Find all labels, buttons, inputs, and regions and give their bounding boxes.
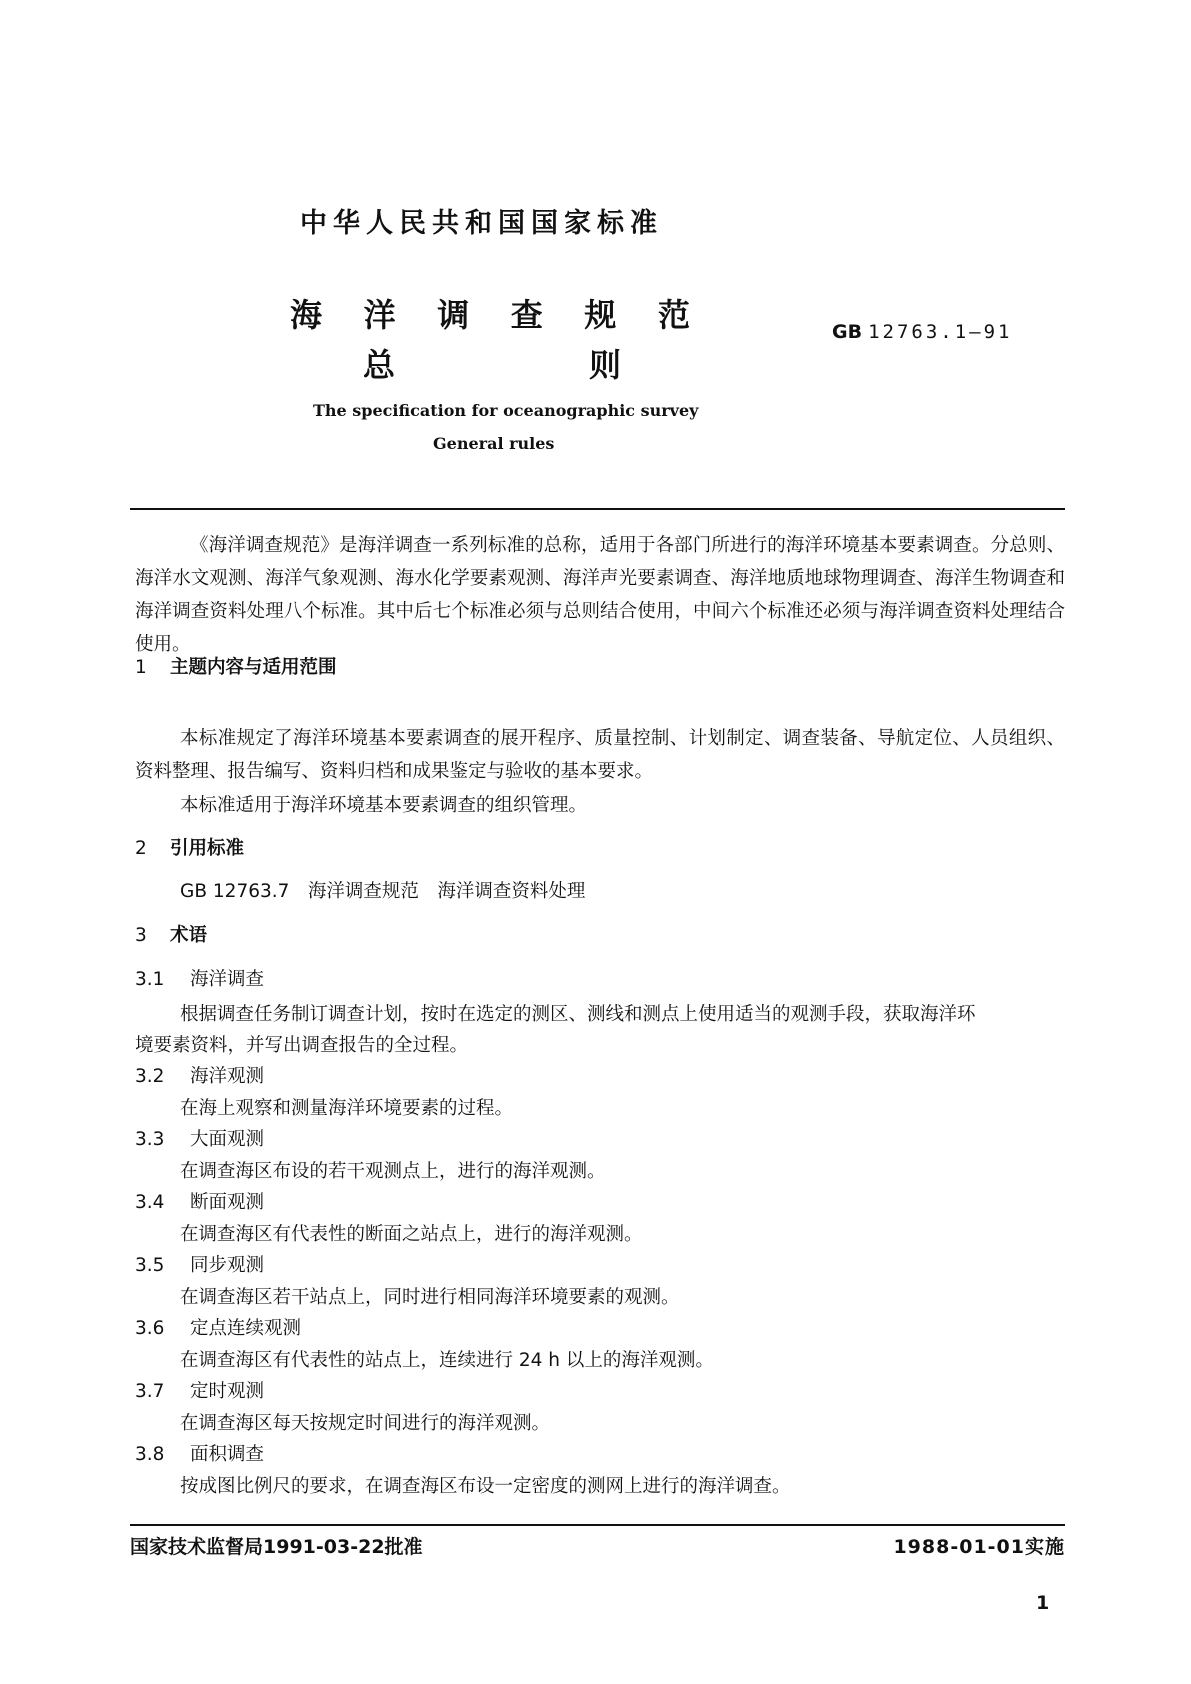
section-number: 3 <box>135 925 147 946</box>
term-definition: 在调查海区每天按规定时间进行的海洋观测。 <box>180 1413 551 1434</box>
term-number: 3.2 <box>135 1066 165 1087</box>
spec-subtitle <box>363 340 621 386</box>
section-heading <box>135 653 337 679</box>
term-name: 断面观测 <box>190 1192 265 1213</box>
standard-code-number: 12763.1—91 <box>868 321 1013 343</box>
term-heading <box>135 1188 264 1214</box>
intro-paragraph: 《海洋调查规范》是海洋调查一系列标准的总称，适用于各部门所进行的海洋环境基本要素调查。分总则、海洋水文观测、海洋气象观测、海水化学要素观测、海洋声光要素调查、海洋地质地球物理调查、海洋生物调查和海洋调查资料处理八个标准。其中后七个标准必须与总则结合使用，中间六个标准还必须与海洋调查资料处理结合使用。 <box>135 535 1065 655</box>
section-number: 2 <box>135 838 147 859</box>
spec-title-char: 海 <box>290 296 323 334</box>
spec-subtitle-char: 总 <box>363 346 396 384</box>
term-number: 3.1 <box>135 969 165 990</box>
standard-code <box>832 321 1012 343</box>
term-definition: 按成图比例尺的要求，在调查海区布设一定密度的测网上进行的海洋调查。 <box>180 1476 791 1497</box>
spec-title-char: 洋 <box>363 296 396 334</box>
national-standard-title: 中华人民共和国国家标准 <box>300 208 663 239</box>
term-definition: 在调查海区若干站点上，同时进行相同海洋环境要素的观测。 <box>180 1287 680 1308</box>
spec-title-char: 范 <box>657 296 690 334</box>
term-heading <box>135 1062 264 1088</box>
spec-title-char: 规 <box>584 296 617 334</box>
term-definition: 在海上观察和测量海洋环境要素的过程。 <box>180 1098 514 1119</box>
english-title: The specification for oceanographic survey <box>313 401 699 420</box>
term-number: 3.8 <box>135 1444 165 1465</box>
term-heading <box>135 1125 264 1151</box>
spec-title-char: 查 <box>510 296 543 334</box>
section-heading <box>135 921 207 947</box>
term-name: 定点连续观测 <box>190 1318 302 1339</box>
term-definition: 境要素资料，并写出调查报告的全过程。 <box>135 1035 469 1056</box>
term-name: 大面观测 <box>190 1129 265 1150</box>
term-heading <box>135 1251 264 1277</box>
section1-paragraph: 本标准适用于海洋环境基本要素调查的组织管理。 <box>180 795 588 816</box>
term-name: 海洋观测 <box>190 1066 265 1087</box>
term-number: 3.4 <box>135 1192 165 1213</box>
effective-date: 1988-01-01实施 <box>893 1536 1065 1558</box>
section-number: 1 <box>135 657 147 678</box>
term-name: 面积调查 <box>190 1444 265 1465</box>
standard-code-prefix: GB <box>832 321 863 343</box>
section-heading <box>135 834 244 860</box>
term-number: 3.7 <box>135 1381 165 1402</box>
term-heading <box>135 965 264 991</box>
term-heading <box>135 1314 301 1340</box>
term-definition: 根据调查任务制订调查计划，按时在选定的测区、测线和测点上使用适当的观测手段，获取海洋环 <box>180 1004 976 1025</box>
term-heading <box>135 1377 264 1403</box>
term-heading <box>135 1440 264 1466</box>
term-definition: 在调查海区有代表性的站点上，连续进行 24 h 以上的海洋观测。 <box>180 1350 714 1371</box>
section1-paragraph: 本标准规定了海洋环境基本要素调查的展开程序、质量控制、计划制定、调查装备、导航定位、人员组织、资料整理、报告编写、资料归档和成果鉴定与验收的基本要求。 <box>135 728 1065 782</box>
spec-subtitle-char: 则 <box>588 346 621 384</box>
section-title: 术语 <box>170 925 208 946</box>
term-name: 定时观测 <box>190 1381 265 1402</box>
term-definition: 在调查海区布设的若干观测点上，进行的海洋观测。 <box>180 1161 606 1182</box>
term-name: 海洋调查 <box>190 969 265 990</box>
term-number: 3.5 <box>135 1255 165 1276</box>
section-title: 引用标准 <box>170 838 245 859</box>
page-number: 1 <box>1036 1592 1050 1614</box>
footer-divider <box>130 1524 1065 1526</box>
term-number: 3.3 <box>135 1129 165 1150</box>
term-name: 同步观测 <box>190 1255 265 1276</box>
term-number: 3.6 <box>135 1318 165 1339</box>
english-subtitle: General rules <box>433 434 555 453</box>
spec-title <box>290 290 690 336</box>
reference-standard: GB 12763.7 海洋调查规范 海洋调查资料处理 <box>180 881 586 902</box>
spec-title-char: 调 <box>437 296 470 334</box>
approval-date: 国家技术监督局1991-03-22批准 <box>130 1536 423 1558</box>
term-definition: 在调查海区有代表性的断面之站点上，进行的海洋观测。 <box>180 1224 643 1245</box>
section-title: 主题内容与适用范围 <box>170 657 337 678</box>
header-divider <box>130 508 1065 510</box>
